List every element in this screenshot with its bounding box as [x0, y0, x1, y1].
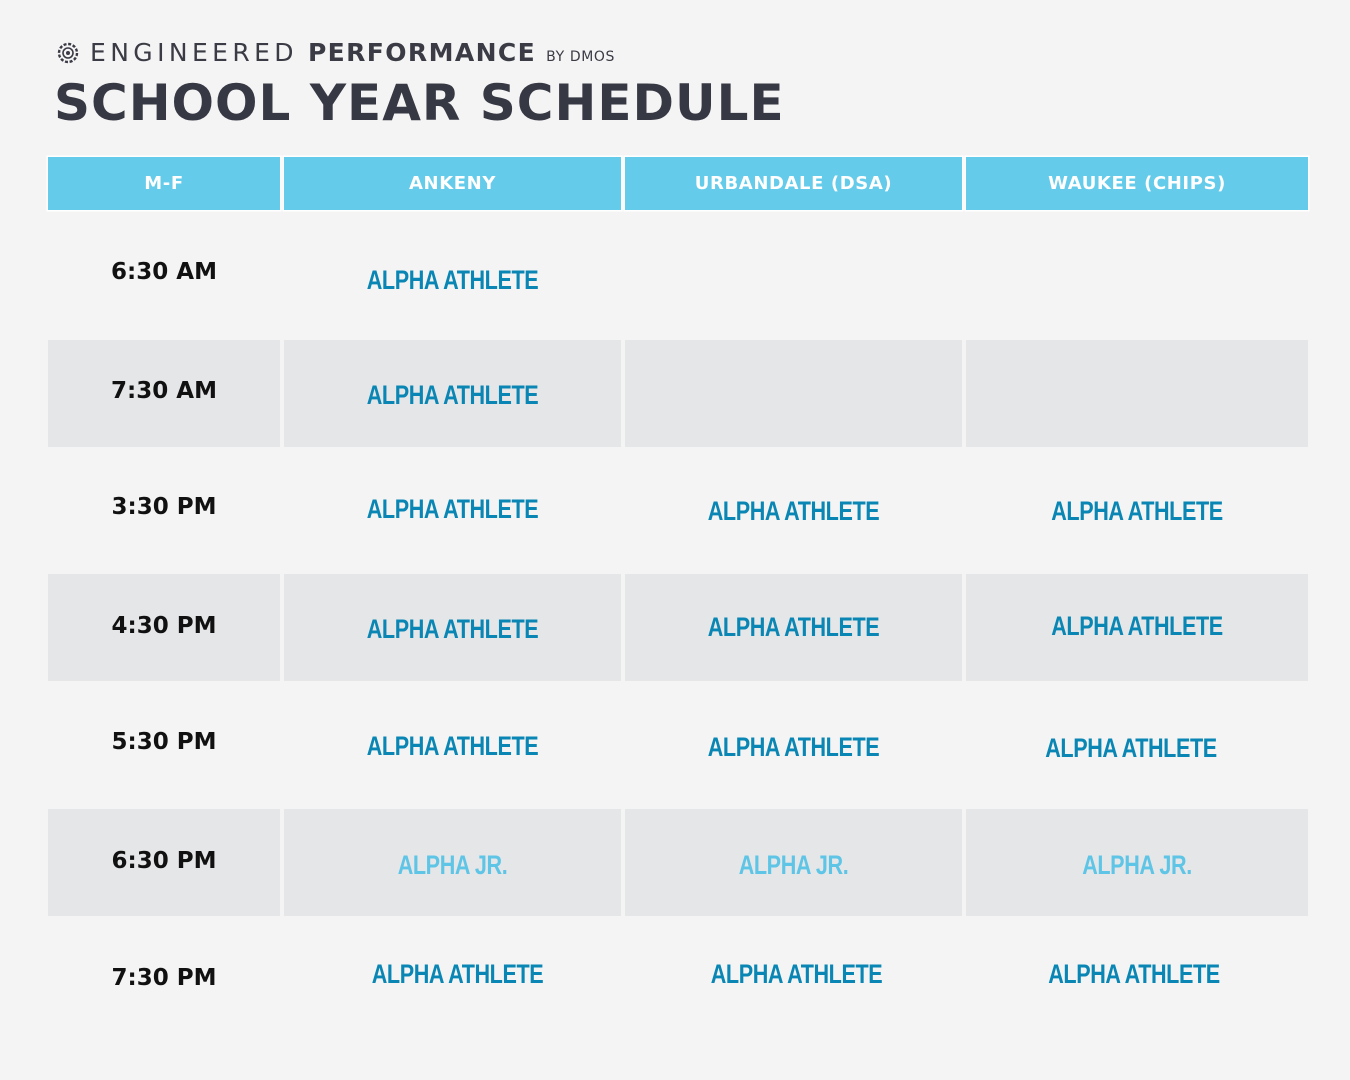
waukee-slot: ALPHA ATHLETE — [1051, 496, 1223, 526]
time-label: 7:30 AM — [111, 378, 217, 404]
row-band-cell — [966, 340, 1308, 447]
waukee-slot: ALPHA JR. — [1082, 850, 1192, 880]
header-cell-waukee: WAUKEE (CHIPS) — [966, 157, 1308, 210]
urbandale-slot: ALPHA ATHLETE — [707, 612, 880, 642]
urbandale-slot: ALPHA ATHLETE — [707, 732, 880, 762]
waukee-slot: ALPHA ATHLETE — [1051, 611, 1223, 641]
time-label: 6:30 PM — [111, 848, 217, 874]
time-label: 7:30 PM — [111, 965, 217, 991]
ankeny-slot: ALPHA ATHLETE — [371, 959, 544, 989]
waukee-slot: ALPHA ATHLETE — [1048, 959, 1220, 989]
ankeny-slot: ALPHA ATHLETE — [366, 265, 539, 295]
brand-logo — [56, 38, 615, 68]
urbandale-slot: ALPHA ATHLETE — [707, 496, 880, 526]
header-cell-days: M-F — [48, 157, 280, 210]
time-label: 4:30 PM — [111, 613, 217, 639]
brand-name-bold: PERFORMANCE — [307, 38, 537, 67]
ankeny-slot: ALPHA ATHLETE — [366, 614, 539, 644]
ankeny-slot: ALPHA JR. — [397, 850, 508, 880]
time-label: 6:30 AM — [111, 259, 217, 285]
urbandale-slot: ALPHA ATHLETE — [710, 959, 883, 989]
brand-name-light: ENGINEERED — [90, 38, 298, 67]
page-title: SCHOOL YEAR SCHEDULE — [54, 74, 785, 132]
time-label: 5:30 PM — [111, 729, 217, 755]
waukee-slot: ALPHA ATHLETE — [1045, 733, 1217, 763]
ankeny-slot: ALPHA ATHLETE — [366, 380, 539, 410]
urbandale-slot: ALPHA JR. — [738, 850, 849, 880]
ankeny-slot: ALPHA ATHLETE — [366, 731, 539, 761]
header-cell-urbandale: URBANDALE (DSA) — [625, 157, 962, 210]
row-band-cell — [625, 340, 962, 447]
time-label: 3:30 PM — [111, 494, 217, 520]
gear-icon — [56, 41, 80, 65]
header-cell-ankeny: ANKENY — [284, 157, 621, 210]
brand-byline: BY DMOS — [546, 49, 615, 65]
ankeny-slot: ALPHA ATHLETE — [366, 494, 539, 524]
